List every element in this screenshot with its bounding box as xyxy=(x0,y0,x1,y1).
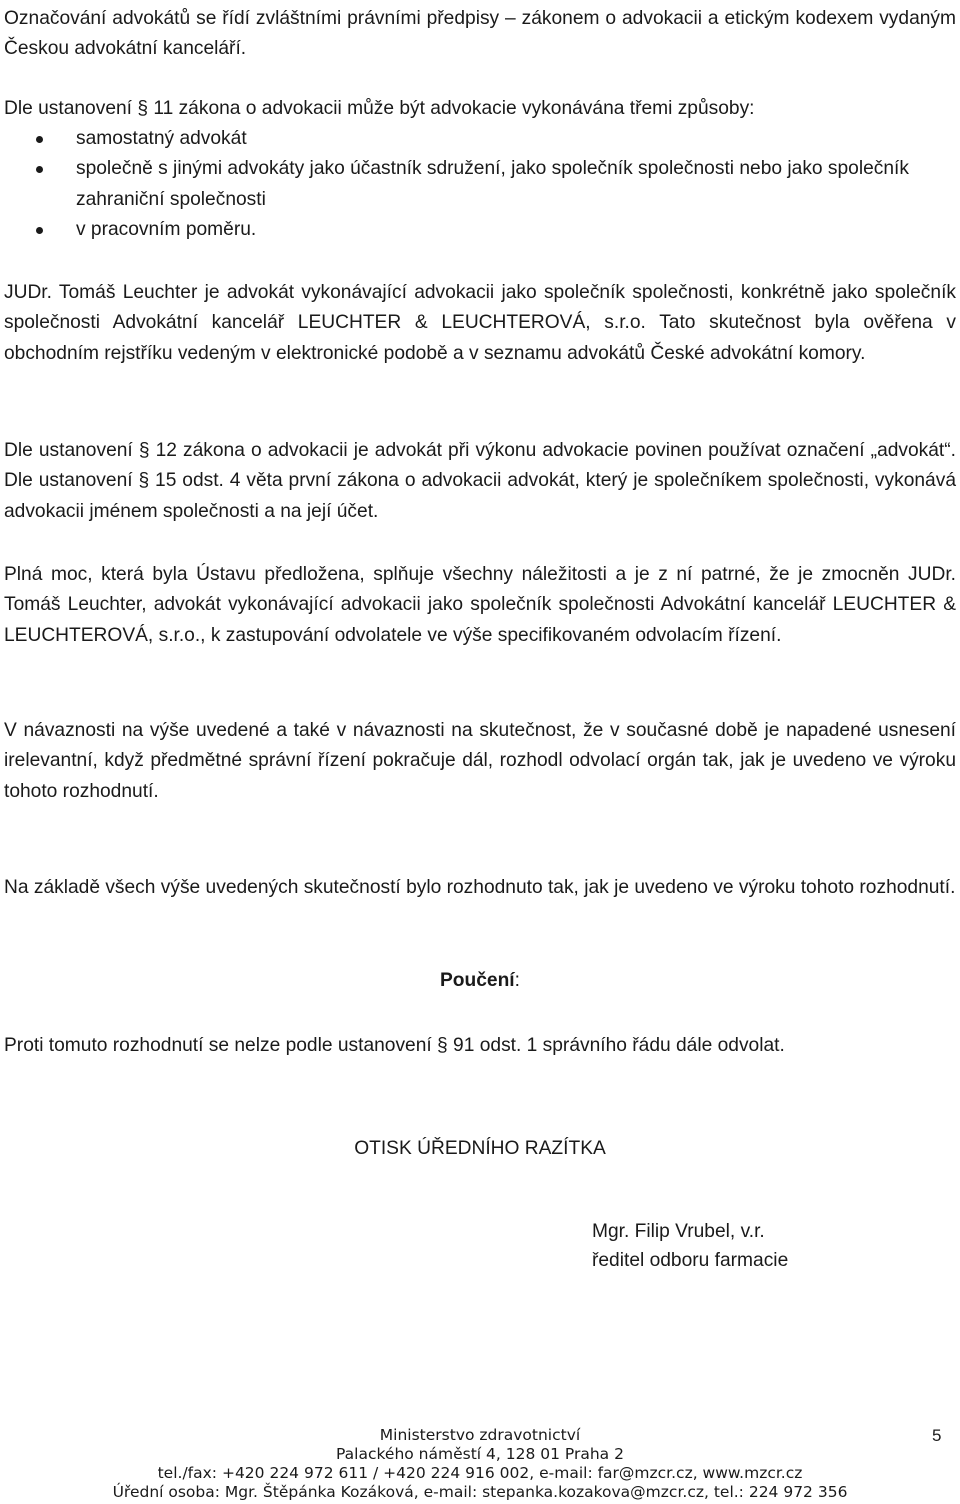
signature-name: Mgr. Filip Vrubel, v.r. xyxy=(592,1221,765,1242)
paragraph-no-appeal: Proti tomuto rozhodnutí se nelze podle ustanovení § 91 odst. 1 správního řádu dále odvolat. xyxy=(4,1035,785,1056)
paragraph-conclusion: V návaznosti na výše uvedené a také v návaznosti na skutečnost, že v současné době je napadené usnesení irelevantní, když předmětné správní řízení pokračuje dál, rozhodl odvolací orgán tak, jak je uvedeno ve výroku tohoto rozhodnutí. xyxy=(4,720,956,802)
list-item: v pracovním poměru. xyxy=(0,215,952,245)
list-item: společně s jinými advokáty jako účastník sdružení, jako společník společnosti nebo jako společník zahraniční společnosti xyxy=(0,154,952,215)
footer-contact: tel./fax: +420 224 972 611 / +420 224 916 002, e-mail: far@mzcr.cz, www.mzcr.cz xyxy=(157,1464,803,1482)
signature-block xyxy=(592,1217,788,1275)
stamp-placeholder: OTISK ÚŘEDNÍHO RAZÍTKA xyxy=(354,1138,606,1159)
bullet-icon xyxy=(36,166,43,173)
paragraph-leuchter: JUDr. Tomáš Leuchter je advokát vykonávající advokacii jako společník společnosti, konkrétně jako společník společnosti Advokátní kancelář LEUCHTER & LEUCHTEROVÁ, s.r.o. Tato skutečnost byla ověřena v obchodním rejstříku vedeným v elektronické podobě a v seznamu advokátů České advokátní komory. xyxy=(4,282,956,364)
paragraph-decision: Na základě všech výše uvedených skutečností bylo rozhodnuto tak, jak je uvedeno ve výroku tohoto rozhodnutí. xyxy=(4,877,956,898)
footer-address: Palackého náměstí 4, 128 01 Praha 2 xyxy=(336,1445,624,1463)
paragraph-power-of-attorney: Plná moc, která byla Ústavu předložena, splňuje všechny náležitosti a je z ní patrné, že je zmocněn JUDr. Tomáš Leuchter, advokát vykonávající advokacii jako společník společnosti Advokátní kancelář LEUCHTER & LEUCHTEROVÁ, s.r.o., k zastupování odvolatele ve výše specifikovaném odvolacím řízení. xyxy=(4,564,956,646)
instruction-heading: Poučení: xyxy=(440,970,520,991)
paragraph-advocacy-forms-intro: Dle ustanovení § 11 zákona o advokacii může být advokacie vykonávána třemi způsoby: xyxy=(4,98,755,119)
advocacy-forms-list xyxy=(0,124,952,245)
instruction-label: Poučení xyxy=(440,970,515,991)
paragraph-labelling-rules: Označování advokátů se řídí zvláštními právními předpisy – zákonem o advokacii a etickým kodexem vydaným Českou advokátní kanceláří. xyxy=(4,8,956,60)
bullet-icon xyxy=(36,227,43,234)
footer-official: Úřední osoba: Mgr. Štěpánka Kozáková, e-mail: stepanka.kozakova@mzcr.cz, tel.: 224 972 356 xyxy=(112,1483,848,1501)
page-number: 5 xyxy=(932,1426,942,1445)
list-item: samostatný advokát xyxy=(0,124,952,154)
bullet-icon xyxy=(36,136,43,143)
paragraph-section-12: Dle ustanovení § 12 zákona o advokacii je advokát při výkonu advokacie povinen používat označení „advokát“. Dle ustanovení § 15 odst. 4 věta první zákona o advokacii advokát, který je společníkem společnosti, vykonává advokacii jménem společnosti a na její účet. xyxy=(4,440,956,522)
signature-title: ředitel odboru farmacie xyxy=(592,1250,789,1271)
footer-ministry: Ministerstvo zdravotnictví xyxy=(379,1426,581,1444)
